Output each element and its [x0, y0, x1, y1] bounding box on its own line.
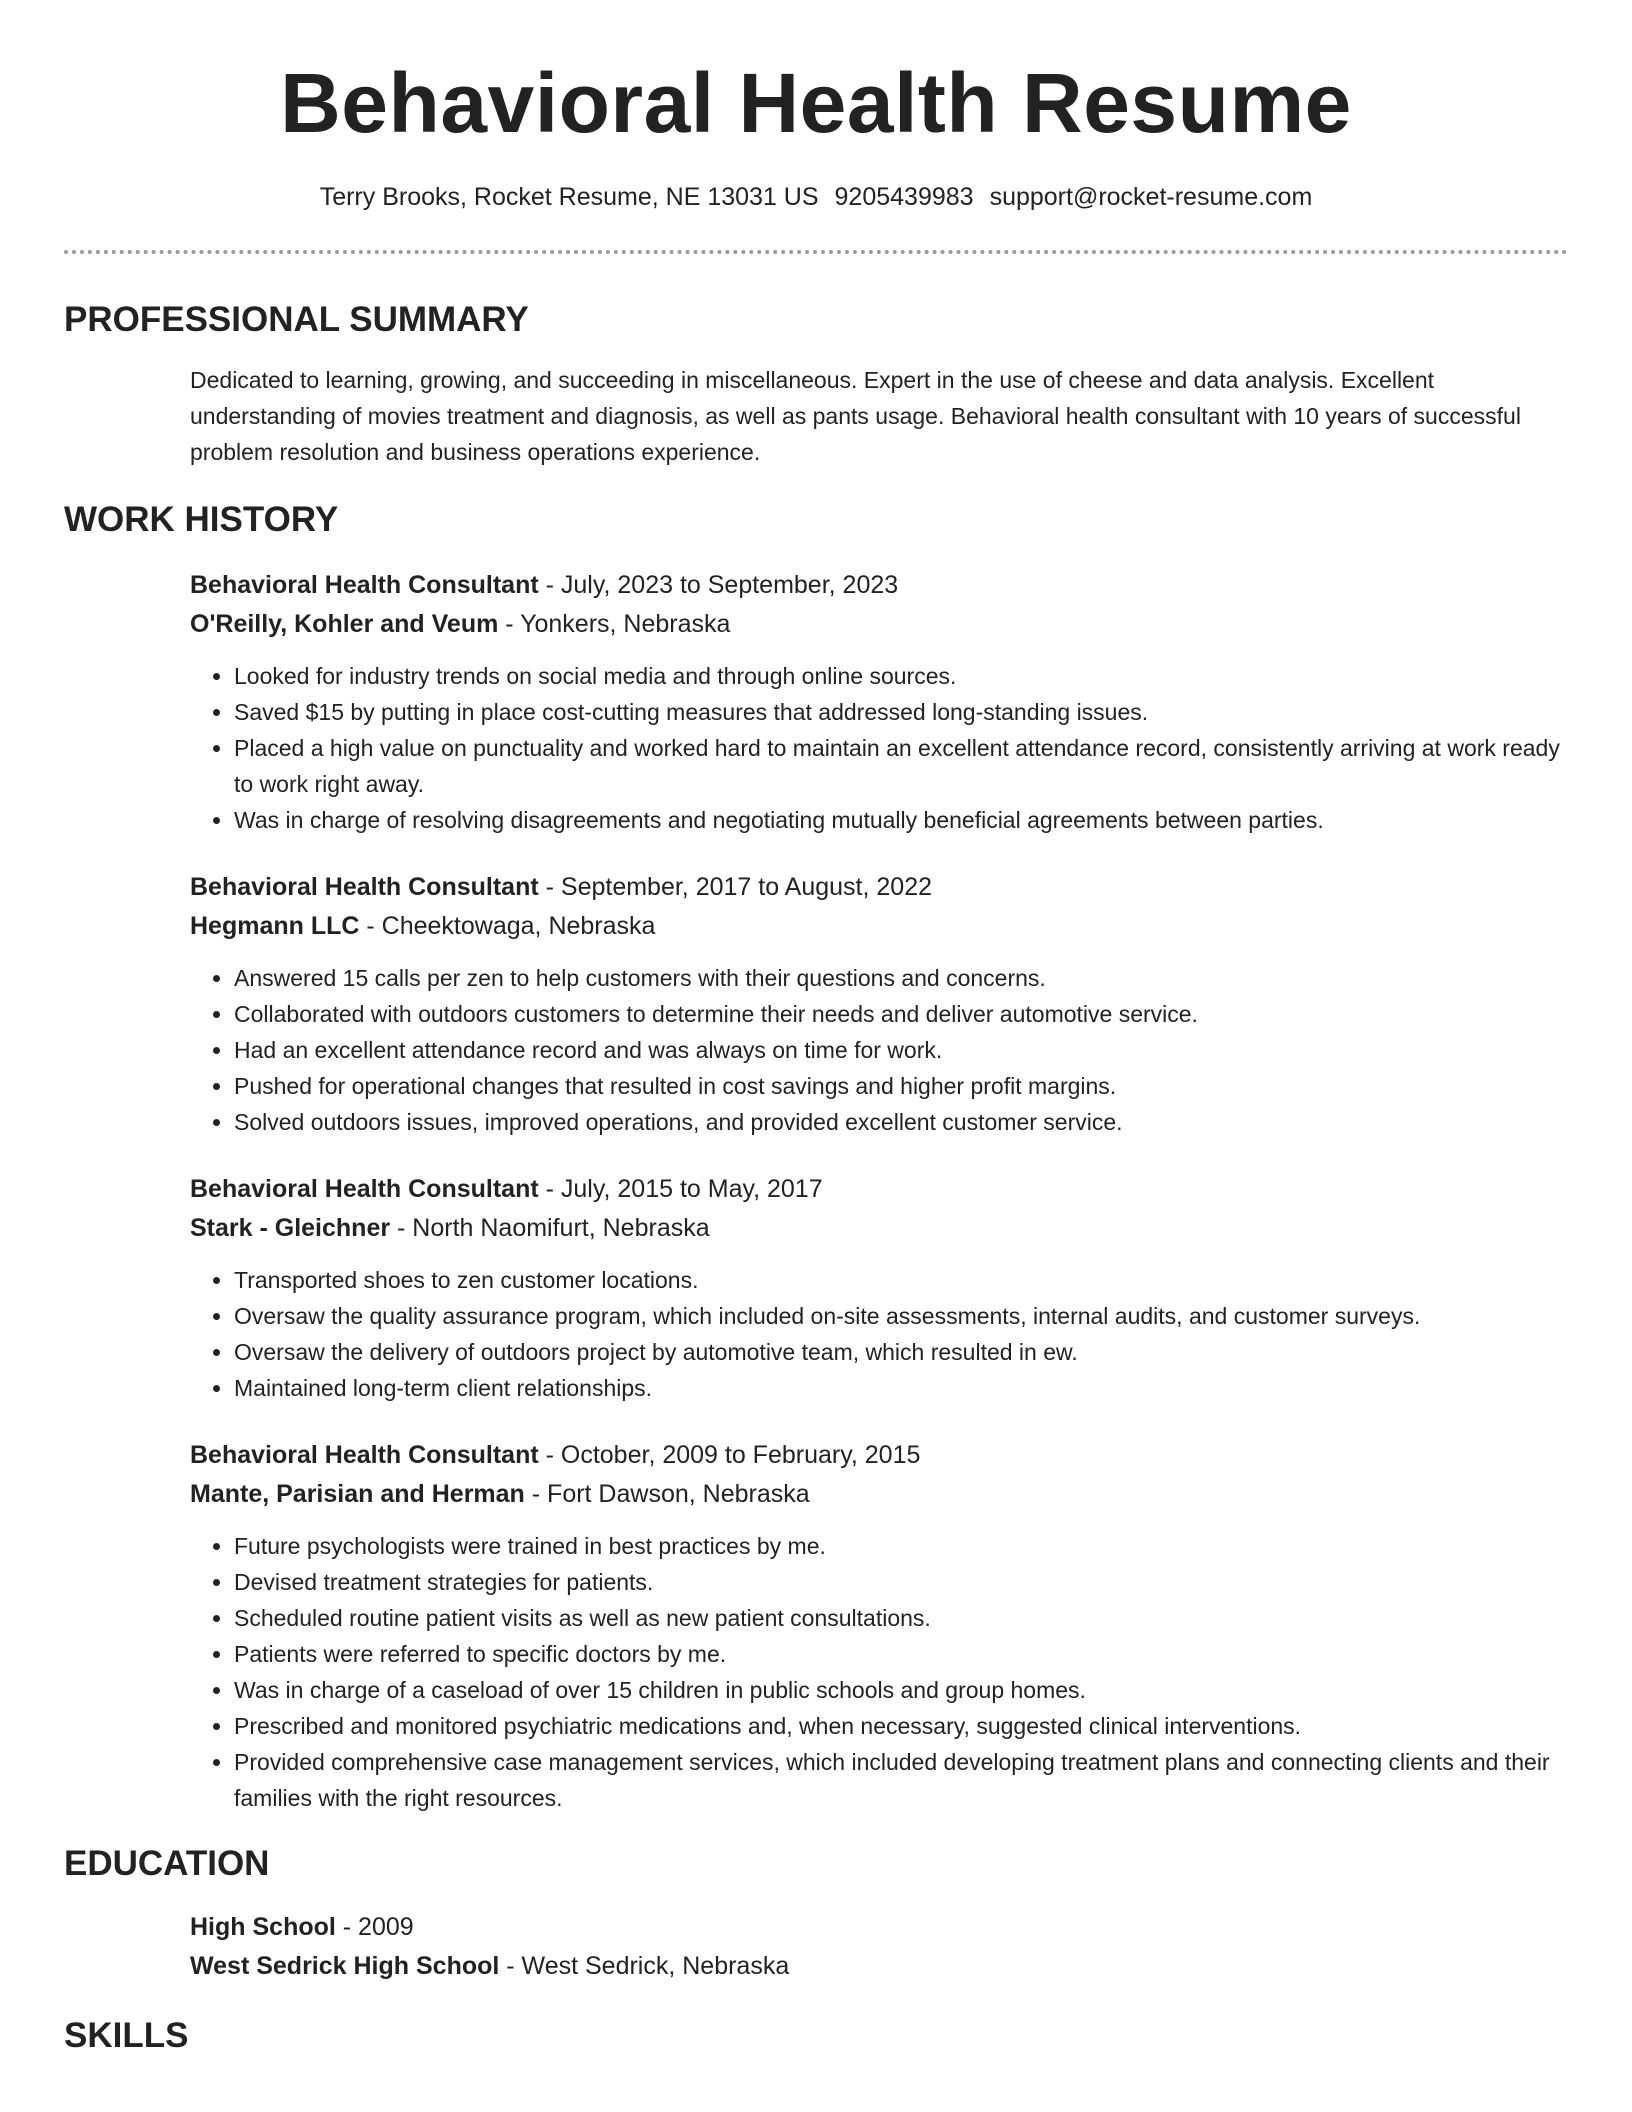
job-bullet: • Prescribed and monitored psychiatric medications and, when necessary, suggested clinical interventions. — [234, 1708, 1568, 1744]
job-company-line — [190, 907, 1568, 946]
education-school-line — [190, 1947, 1568, 1986]
job-entry — [190, 566, 1568, 838]
job-dates: - July, 2015 to May, 2017 — [538, 1175, 823, 1203]
job-bullet: • Collaborated with outdoors customers to determine their needs and deliver automotive service. — [234, 996, 1568, 1032]
education-location: - West Sedrick, Nebraska — [499, 1952, 790, 1980]
work-history-heading: WORK HISTORY — [64, 500, 339, 539]
skills-heading: SKILLS — [64, 2016, 189, 2055]
job-location: - Cheektowaga, Nebraska — [359, 912, 656, 940]
job-company-line — [190, 1475, 1568, 1514]
job-bullet: • Patients were referred to specific doctors by me. — [234, 1636, 1568, 1672]
education-entry — [190, 1908, 1568, 1986]
summary-text: Dedicated to learning, growing, and succeeding in miscellaneous. Expert in the use of cheese and data analysis. Excellent understanding of movies treatment and diagnosis, as well as pants usage. Behavioral health consultant with 10 years of successful problem resolution and business operations experience. — [190, 367, 1521, 465]
job-dates: - September, 2017 to August, 2022 — [538, 873, 933, 901]
job-title: Behavioral Health Consultant — [190, 1175, 539, 1203]
job-bullet: • Was in charge of a caseload of over 15 children in public schools and group homes. — [234, 1672, 1568, 1708]
job-company: Hegmann LLC — [190, 912, 360, 940]
job-entry — [190, 1170, 1568, 1406]
job-bullet: • Pushed for operational changes that resulted in cost savings and higher profit margins. — [234, 1068, 1568, 1104]
job-title: Behavioral Health Consultant — [190, 1441, 539, 1469]
job-bullets — [190, 1528, 1568, 1816]
job-entry — [190, 1436, 1568, 1816]
job-title: Behavioral Health Consultant — [190, 873, 539, 901]
work-history-list — [190, 566, 1568, 1816]
job-entry — [190, 868, 1568, 1140]
job-bullet: • Scheduled routine patient visits as well as new patient consultations. — [234, 1600, 1568, 1636]
job-company: Mante, Parisian and Herman — [190, 1480, 525, 1508]
job-bullet: • Provided comprehensive case management services, which included developing treatment plans and connecting clients and their families with the right resources. — [234, 1744, 1568, 1816]
job-bullet: • Oversaw the delivery of outdoors project by automotive team, which resulted in ew. — [234, 1334, 1568, 1370]
job-bullet: • Transported shoes to zen customer locations. — [234, 1262, 1568, 1298]
job-bullet: • Looked for industry trends on social media and through online sources. — [234, 658, 1568, 694]
job-bullet: • Had an excellent attendance record and was always on time for work. — [234, 1032, 1568, 1068]
job-title-line — [190, 1170, 1568, 1209]
page-title: Behavioral Health Resume — [280, 56, 1352, 150]
header-divider — [64, 250, 1568, 254]
job-company: Stark - Gleichner — [190, 1214, 391, 1242]
resume-page — [64, 0, 1568, 2058]
job-dates: - July, 2023 to September, 2023 — [538, 571, 899, 599]
education-heading: EDUCATION — [64, 1844, 270, 1883]
summary-heading: PROFESSIONAL SUMMARY — [64, 300, 529, 339]
education-degree: High School — [190, 1913, 336, 1941]
job-location: - Fort Dawson, Nebraska — [524, 1480, 810, 1508]
job-company: O'Reilly, Kohler and Veum — [190, 610, 499, 638]
contact-phone: 9205439983 — [834, 183, 974, 211]
job-bullet: • Was in charge of resolving disagreements and negotiating mutually beneficial agreements between parties. — [234, 802, 1568, 838]
job-title: Behavioral Health Consultant — [190, 571, 539, 599]
job-bullet: • Devised treatment strategies for patients. — [234, 1564, 1568, 1600]
job-company-line — [190, 1209, 1568, 1248]
job-company-line — [190, 605, 1568, 644]
contact-line — [64, 180, 1568, 214]
job-bullet: • Placed a high value on punctuality and worked hard to maintain an excellent attendance record, consistently arriving at work ready to work right away. — [234, 730, 1568, 802]
job-bullets — [190, 960, 1568, 1140]
education-school: West Sedrick High School — [190, 1952, 500, 1980]
job-title-line — [190, 566, 1568, 605]
education-degree-line — [190, 1908, 1568, 1947]
job-bullet: • Oversaw the quality assurance program, which included on-site assessments, internal audits, and customer surveys. — [234, 1298, 1568, 1334]
contact-address: Terry Brooks, Rocket Resume, NE 13031 US — [319, 183, 819, 211]
job-location: - North Naomifurt, Nebraska — [390, 1214, 710, 1242]
job-location: - Yonkers, Nebraska — [498, 610, 731, 638]
job-bullet: • Solved outdoors issues, improved operations, and provided excellent customer service. — [234, 1104, 1568, 1140]
education-year: - 2009 — [335, 1913, 414, 1941]
job-dates: - October, 2009 to February, 2015 — [538, 1441, 921, 1469]
job-bullets — [190, 658, 1568, 838]
job-title-line — [190, 868, 1568, 907]
job-bullet: • Saved $15 by putting in place cost-cutting measures that addressed long-standing issues. — [234, 694, 1568, 730]
job-bullets — [190, 1262, 1568, 1406]
job-bullet: • Future psychologists were trained in best practices by me. — [234, 1528, 1568, 1564]
job-title-line — [190, 1436, 1568, 1475]
contact-email: support@rocket-resume.com — [989, 183, 1313, 211]
job-bullet: • Answered 15 calls per zen to help customers with their questions and concerns. — [234, 960, 1568, 996]
job-bullet: • Maintained long-term client relationships. — [234, 1370, 1568, 1406]
